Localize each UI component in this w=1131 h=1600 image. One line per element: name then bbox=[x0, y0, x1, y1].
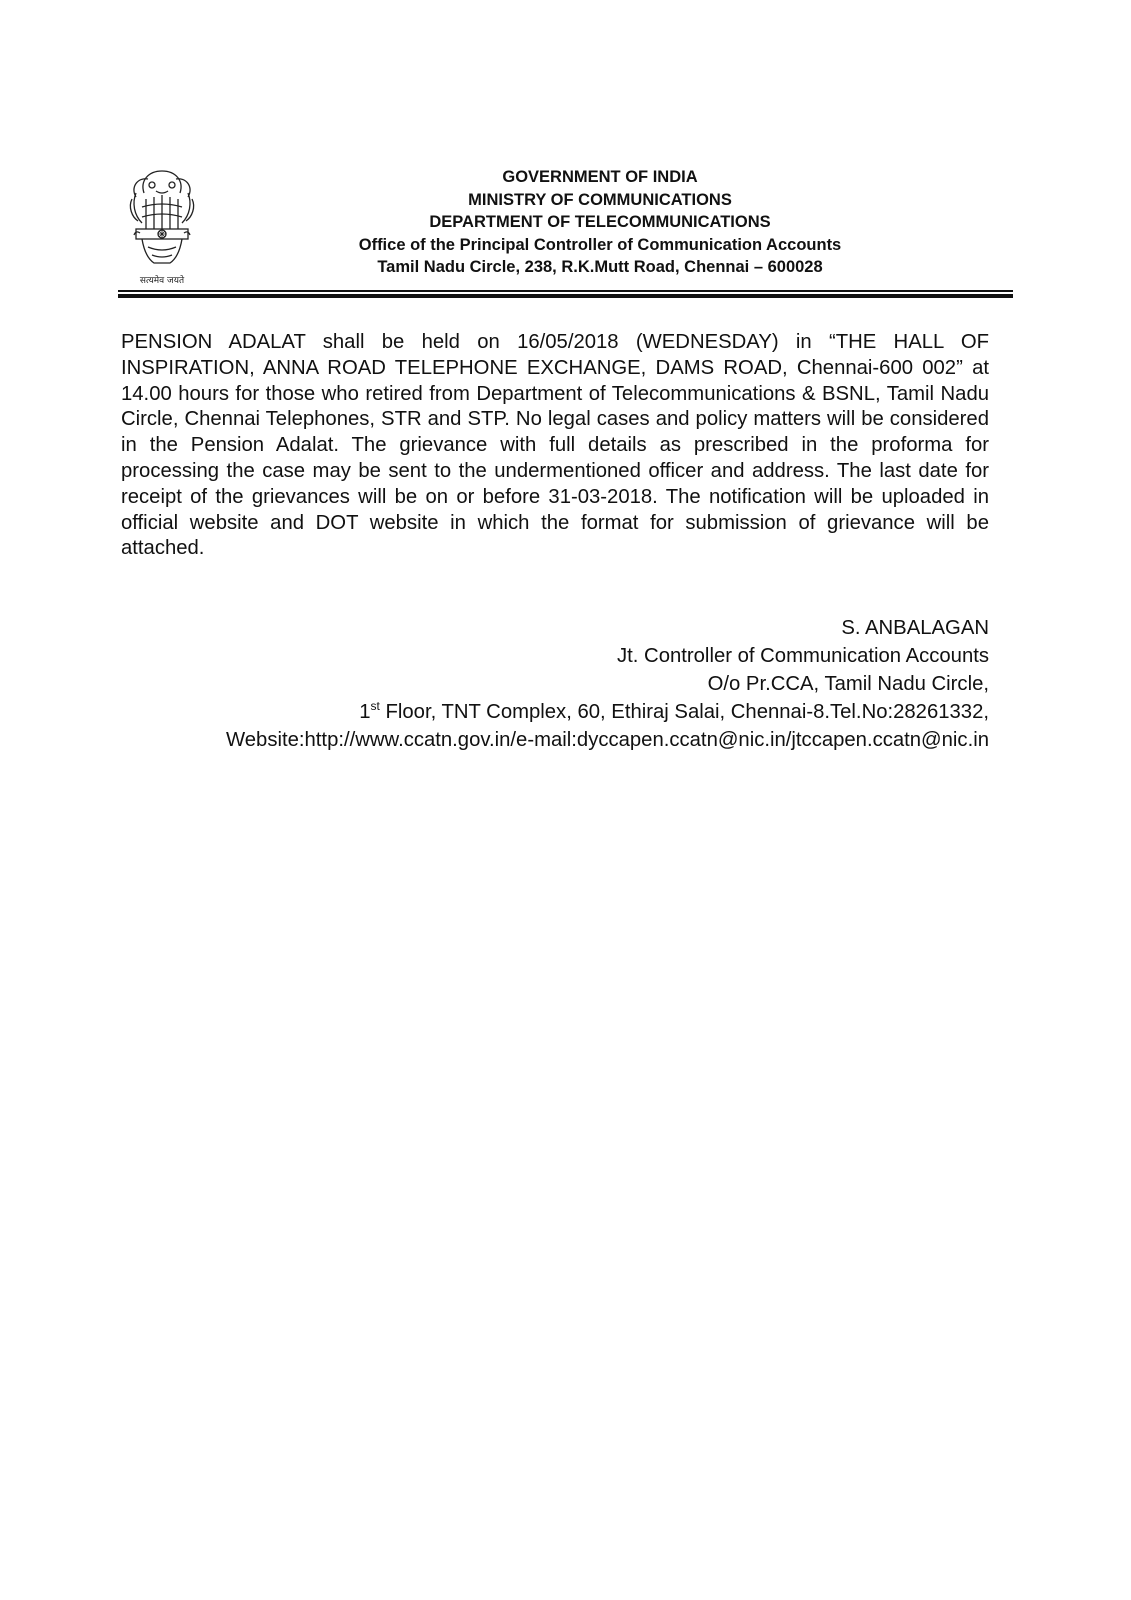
letterhead-ministry: MINISTRY OF COMMUNICATIONS bbox=[468, 190, 732, 209]
signatory-address bbox=[109, 698, 989, 726]
address-floor-suffix: st bbox=[370, 699, 380, 713]
notice-paragraph: PENSION ADALAT shall be held on 16/05/2018 (WEDNESDAY) in “THE HALL OF INSPIRATION, ANNA ROAD TELEPHONE EXCHANGE, DAMS ROAD, Chennai-600 002” at 14.00 hours for those who retired from Department of Telecommunications & BSNL, Tamil Nadu Circle, Chennai Telephones, STR and STP. No legal cases and policy matters will be considered in the Pension Adalat. The grievance with full details as prescribed in the proforma for processing the case may be sent to the undermentioned officer and address. The last date for receipt of the grievances will be on or before 31-03-2018. The notification will be uploaded in official website and DOT website in which the format for submission of grievance will be attached. bbox=[121, 331, 989, 560]
signatory-designation: Jt. Controller of Communication Accounts bbox=[617, 645, 989, 667]
signatory-website-email: Website:http://www.ccatn.gov.in/e-mail:dyccapen.ccatn@nic.in/jtccapen.ccatn@nic.in bbox=[225, 729, 989, 751]
signatory-office: O/o Pr.CCA, Tamil Nadu Circle, bbox=[707, 673, 989, 695]
header-divider-thick bbox=[118, 294, 1013, 298]
signatory-name: S. ANBALAGAN bbox=[841, 617, 989, 639]
signature-block bbox=[109, 614, 989, 754]
address-rest: Floor, TNT Complex, 60, Ethiraj Salai, Chennai-8.Tel.No:28261332, bbox=[379, 701, 989, 723]
letterhead bbox=[240, 166, 960, 279]
letterhead-department: DEPARTMENT OF TELECOMMUNICATIONS bbox=[429, 213, 771, 231]
national-emblem bbox=[118, 163, 206, 289]
letterhead-address: Tamil Nadu Circle, 238, R.K.Mutt Road, Chennai – 600028 bbox=[377, 258, 823, 276]
letterhead-office: Office of the Principal Controller of Communication Accounts bbox=[358, 235, 842, 254]
emblem-motto: सत्यमेव जयते bbox=[139, 276, 185, 286]
state-emblem-icon bbox=[118, 163, 206, 273]
header-divider-thin bbox=[118, 290, 1013, 292]
letterhead-government: GOVERNMENT OF INDIA bbox=[502, 168, 698, 186]
address-floor-number: 1 bbox=[359, 701, 371, 723]
